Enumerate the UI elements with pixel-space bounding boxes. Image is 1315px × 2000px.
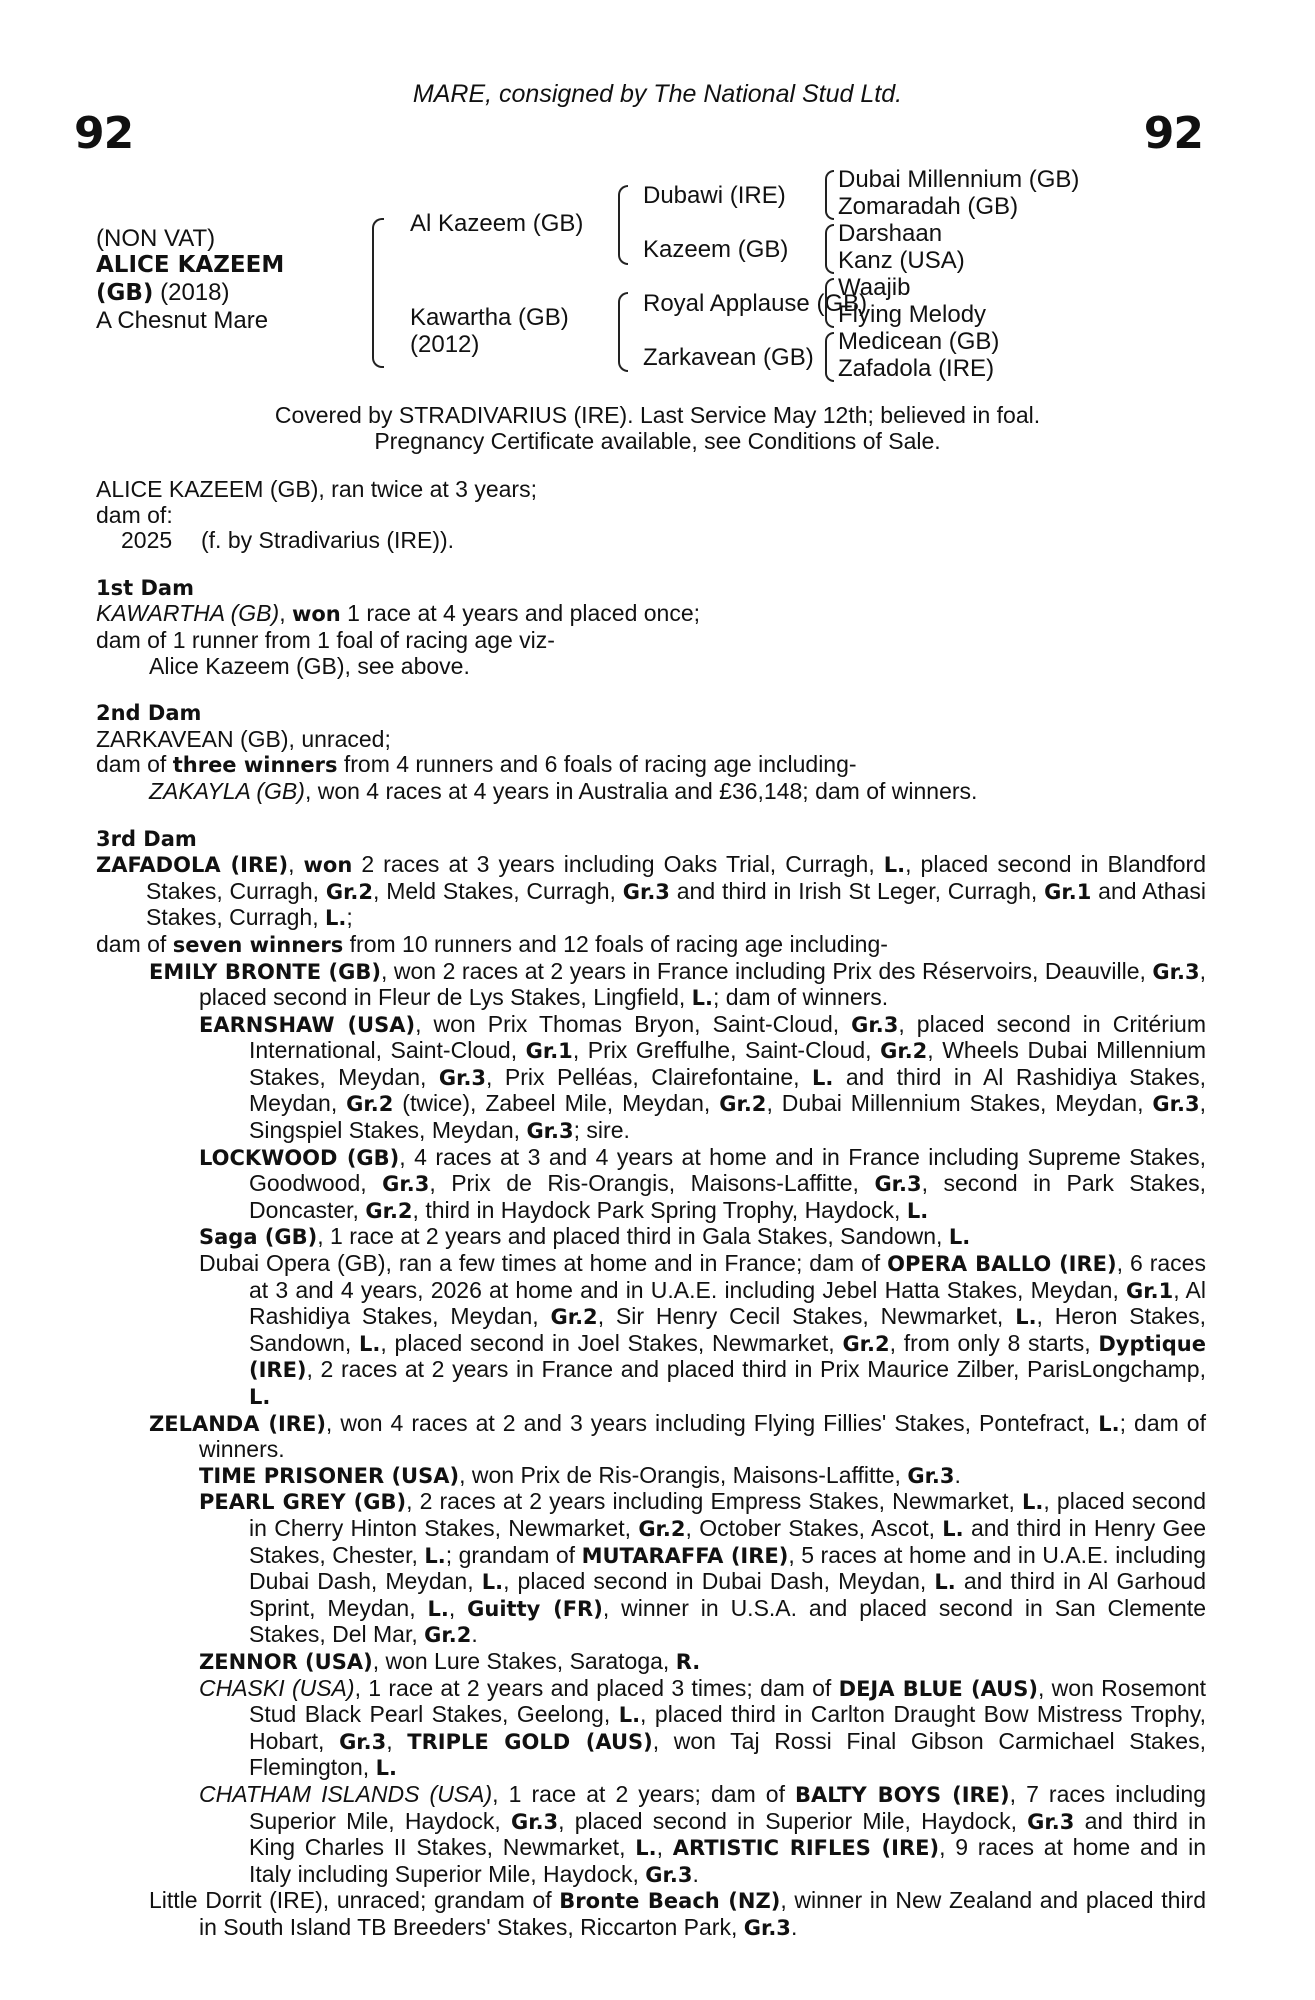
pedigree-entry bbox=[96, 727, 1206, 753]
pedigree-gen3: Medicean (GB) bbox=[838, 328, 1000, 355]
bold-text: L. bbox=[812, 1065, 834, 1090]
text-run: , placed second in Critérium International, Saint-Cloud, bbox=[249, 1010, 1207, 1064]
pedigree-entry bbox=[96, 628, 1206, 654]
text-run: , Prix de Ris-Orangis, Maisons-Laffitte, bbox=[429, 1170, 875, 1197]
bold-text: OPERA BALLO (IRE) bbox=[887, 1252, 1117, 1277]
bold-text: Gr.3 bbox=[874, 1172, 922, 1197]
bold-text: Gr.2 bbox=[325, 879, 374, 904]
bold-text: Gr.2 bbox=[719, 1092, 767, 1117]
text-run: dam of bbox=[96, 751, 173, 778]
pedigree-sire-sire: Dubawi (IRE) bbox=[643, 182, 786, 209]
dam-section bbox=[96, 827, 1206, 1942]
pedigree-brace bbox=[825, 224, 834, 274]
text-run: . bbox=[954, 1461, 961, 1488]
text-run: and third in Irish St Leger, Curragh, bbox=[669, 877, 1045, 904]
produce-item bbox=[96, 528, 1206, 554]
bold-text: Gr.1 bbox=[1126, 1278, 1174, 1303]
horse-description: A Chesnut Mare bbox=[96, 307, 269, 334]
pregnancy-certificate-line: Pregnancy Certificate available, see Conditions of Sale. bbox=[374, 428, 941, 454]
text-run: , Prix Pelléas, Clairefontaine, bbox=[486, 1063, 813, 1090]
text-run: and third in Henry Gee Stakes, Chester, bbox=[249, 1514, 1206, 1568]
dam-sections bbox=[96, 576, 1206, 1942]
horse-country: (GB) bbox=[96, 280, 154, 306]
pedigree-brace bbox=[825, 170, 834, 220]
pedigree-dam-year: (2012) bbox=[410, 331, 480, 358]
text-run: , 9 races at home and in Italy including Superior Mile, Haydock, bbox=[249, 1834, 1206, 1887]
lot-number-right: 92 bbox=[1143, 108, 1203, 159]
text-run: from 10 runners and 12 foals of racing age including- bbox=[343, 930, 888, 957]
bold-text: L. bbox=[359, 1331, 381, 1356]
bold-text: L. bbox=[934, 1570, 956, 1595]
italic-text: CHASKI (USA) bbox=[199, 1674, 355, 1701]
bold-text: PEARL GREY (GB) bbox=[199, 1490, 407, 1515]
bold-text: Gr.1 bbox=[1044, 879, 1092, 904]
pedigree-gen3: Dubai Millennium (GB) bbox=[838, 166, 1080, 193]
bold-text: ZENNOR (USA) bbox=[199, 1649, 373, 1674]
text-run: , placed second in Joel Stakes, Newmarket, bbox=[380, 1329, 843, 1356]
text-run: , Wheels Dubai Millennium Stakes, Meydan, bbox=[249, 1037, 1206, 1090]
text-run: 1 race at 4 years and placed once; bbox=[340, 600, 701, 627]
text-run: , 1 race at 2 years and placed 3 times; dam of bbox=[354, 1674, 839, 1701]
bold-text: L. bbox=[942, 1516, 964, 1541]
text-run: , third in Haydock Park Spring Trophy, Haydock, bbox=[412, 1196, 907, 1223]
bold-text: won bbox=[291, 602, 341, 627]
text-run: , placed second in Superior Mile, Haydock, bbox=[558, 1807, 1028, 1834]
text-run: and third in King Charles II Stakes, Newmarket, bbox=[249, 1807, 1206, 1861]
bold-text: MUTARAFFA (IRE) bbox=[581, 1543, 789, 1568]
text-run: , 2 races at 2 years including Empress Stakes, Newmarket, bbox=[406, 1488, 1023, 1515]
pedigree-gen3: Waajib bbox=[838, 274, 911, 301]
pedigree-entry bbox=[96, 1411, 1206, 1463]
lot-number-left: 92 bbox=[74, 108, 134, 159]
text-run: , won 2 races at 2 years in France including Prix des Réservoirs, Deauville, bbox=[380, 957, 1153, 984]
pedigree-entry bbox=[96, 1649, 1206, 1676]
text-run: , placed third in Carlton Draught Bow Mistress Trophy, Hobart, bbox=[249, 1701, 1206, 1754]
pedigree-gen3: Zafadola (IRE) bbox=[838, 355, 995, 382]
bold-text: Gr.2 bbox=[880, 1039, 928, 1064]
text-run: 2 races at 3 years including Oaks Trial, Curragh, bbox=[352, 851, 884, 878]
bold-text: EARNSHAW (USA) bbox=[199, 1012, 416, 1037]
text-run: , second in Park Stakes, Doncaster, bbox=[249, 1170, 1207, 1223]
bold-text: Gr.2 bbox=[638, 1516, 686, 1541]
pedigree-entry bbox=[96, 779, 1206, 805]
bold-text: Gr.2 bbox=[550, 1305, 598, 1330]
text-run: . bbox=[790, 1913, 798, 1940]
bold-text: Saga (GB) bbox=[199, 1225, 318, 1250]
text-run: and third in Al Garhoud Sprint, Meydan, bbox=[249, 1568, 1206, 1621]
pedigree-dam-sire: Royal Applause (GB) bbox=[643, 290, 868, 317]
section-heading: 3rd Dam bbox=[96, 826, 197, 851]
bold-text: LOCKWOOD (GB) bbox=[199, 1145, 400, 1170]
text-run: , won 4 races at 2 and 3 years including Flying Fillies' Stakes, Pontefract, bbox=[325, 1409, 1099, 1436]
bold-text: L. bbox=[1015, 1305, 1037, 1330]
bold-text: Gr.3 bbox=[382, 1172, 430, 1197]
pedigree-entry bbox=[96, 959, 1206, 1012]
text-run: , placed second in Cherry Hinton Stakes, Newmarket, bbox=[249, 1488, 1207, 1541]
pedigree-entry bbox=[96, 752, 1206, 779]
bold-text: L. bbox=[635, 1836, 657, 1861]
pedigree-table bbox=[0, 166, 1315, 390]
horse-name: ALICE KAZEEM bbox=[96, 252, 285, 278]
bold-text: L. bbox=[249, 1385, 271, 1409]
text-run: and third in Al Rashidiya Stakes, Meydan, bbox=[249, 1063, 1207, 1117]
bold-text: L. bbox=[948, 1225, 971, 1250]
pedigree-entry bbox=[96, 1463, 1206, 1490]
bold-text: Dyptique (IRE) bbox=[249, 1331, 1206, 1383]
text-run: , won Taj Rossi Final Gibson Carmichael Stakes, Flemington, bbox=[249, 1727, 1206, 1781]
text-run: , Dubai Millennium Stakes, Meydan, bbox=[766, 1090, 1153, 1117]
pedigree-entry bbox=[96, 1782, 1206, 1888]
text-run: , Prix Greffulhe, Saint-Cloud, bbox=[572, 1037, 881, 1064]
bold-text: Gr.1 bbox=[525, 1039, 573, 1064]
pedigree-gen3: Zomaradah (GB) bbox=[838, 193, 1019, 220]
produce-detail: (f. by Stradivarius (IRE)). bbox=[201, 527, 455, 554]
pedigree-entry bbox=[96, 1012, 1206, 1145]
pedigree-entry bbox=[96, 852, 1206, 932]
bold-text: L. bbox=[883, 853, 906, 878]
text-run: , Heron Stakes, Sandown, bbox=[249, 1303, 1206, 1356]
text-run: and Athasi Stakes, Curragh, bbox=[146, 877, 1206, 931]
bold-text: Gr.2 bbox=[424, 1623, 472, 1648]
horse-country-year bbox=[96, 279, 284, 307]
pedigree-entry bbox=[96, 1489, 1206, 1649]
bold-text: Gr.3 bbox=[851, 1012, 899, 1037]
bold-text: L. bbox=[1098, 1411, 1120, 1436]
bold-text: L. bbox=[424, 1543, 446, 1568]
text-run: , placed second in Dubai Dash, Meydan, bbox=[503, 1568, 935, 1595]
text-run: , placed second in Blandford Stakes, Curragh, bbox=[146, 851, 1206, 904]
pedigree-sire: Al Kazeem (GB) bbox=[410, 210, 584, 237]
bold-text: L. bbox=[481, 1570, 504, 1595]
covering-line: Covered by STRADIVARIUS (IRE). Last Service May 12th; believed in foal. bbox=[274, 402, 1041, 428]
race-record bbox=[96, 477, 1206, 1941]
bold-text: seven winners bbox=[172, 932, 344, 957]
pedigree-entry bbox=[96, 932, 1206, 959]
bold-text: ARTISTIC RIFLES (IRE) bbox=[672, 1836, 940, 1861]
italic-text: CHATHAM ISLANDS (USA) bbox=[199, 1780, 493, 1807]
text-run: , won Lure Stakes, Saratoga, bbox=[372, 1647, 676, 1674]
bold-text: DEJA BLUE (AUS) bbox=[838, 1676, 1038, 1701]
bold-text: EMILY BRONTE (GB) bbox=[149, 959, 381, 984]
text-run: , bbox=[656, 1834, 673, 1861]
text-run: , won Prix Thomas Bryon, Saint-Cloud, bbox=[415, 1010, 852, 1037]
text-run: , bbox=[448, 1594, 468, 1621]
pedigree-entry bbox=[96, 1224, 1206, 1251]
pedigree-entry bbox=[96, 601, 1206, 628]
covering-note bbox=[0, 402, 1315, 454]
bold-text: Bronte Beach (NZ) bbox=[559, 1889, 781, 1914]
pedigree-brace bbox=[618, 185, 628, 265]
bold-text: TIME PRISONER (USA) bbox=[199, 1463, 460, 1488]
text-run: , Meld Stakes, Curragh, bbox=[373, 877, 623, 904]
text-run: , 6 races at 3 and 4 years, 2026 at home and in U.A.E. including Jebel Hatta Stakes, Meydan, bbox=[249, 1250, 1206, 1303]
text-run: , 5 races at home and in U.A.E. including Dubai Dash, Meydan, bbox=[249, 1541, 1206, 1595]
bold-text: Guitty (FR) bbox=[467, 1596, 603, 1621]
bold-text: Gr.3 bbox=[510, 1809, 559, 1834]
pedigree-brace bbox=[618, 292, 628, 372]
text-run: . bbox=[692, 1860, 699, 1887]
text-run: ; sire. bbox=[573, 1117, 630, 1144]
pedigree-brace bbox=[372, 218, 384, 368]
dam-section bbox=[96, 701, 1206, 804]
italic-text: KAWARTHA (GB) bbox=[96, 600, 280, 627]
section-heading: 2nd Dam bbox=[96, 701, 202, 726]
bold-text: Gr.3 bbox=[743, 1915, 791, 1940]
bold-text: TRIPLE GOLD (AUS) bbox=[407, 1729, 653, 1754]
text-run: (twice), Zabeel Mile, Meydan, bbox=[393, 1090, 720, 1117]
produce-year: 2025 bbox=[121, 527, 173, 554]
pedigree-gen3: Darshaan bbox=[838, 220, 943, 247]
bold-text: Gr.3 bbox=[645, 1862, 693, 1887]
produce-intro: ALICE KAZEEM (GB), ran twice at 3 years; bbox=[96, 476, 537, 502]
text-run: , 1 race at 2 years and placed third in Gala Stakes, Sandown, bbox=[317, 1223, 949, 1250]
text-run: Dubai Opera (GB), ran a few times at home and in France; dam of bbox=[199, 1250, 888, 1277]
bold-text: Gr.3 bbox=[622, 879, 670, 904]
pedigree-gen3: Kanz (USA) bbox=[838, 247, 965, 274]
text-run: , October Stakes, Ascot, bbox=[685, 1514, 943, 1541]
bold-text: L. bbox=[427, 1596, 449, 1621]
bold-text: L. bbox=[324, 906, 347, 931]
text-run: , Sir Henry Cecil Stakes, Newmarket, bbox=[597, 1303, 1016, 1330]
text-run: , placed second in Fleur de Lys Stakes, Lingfield, bbox=[199, 957, 1206, 1011]
text-run: , bbox=[386, 1727, 408, 1754]
bold-text: three winners bbox=[172, 753, 338, 778]
bold-text: Gr.3 bbox=[438, 1065, 487, 1090]
bold-text: ZELANDA (IRE) bbox=[149, 1411, 326, 1436]
text-run: Little Dorrit (IRE), unraced; grandam of bbox=[149, 1887, 560, 1914]
text-run: from 4 runners and 6 foals of racing age including- bbox=[337, 751, 857, 778]
produce-dam-of: dam of: bbox=[96, 501, 173, 528]
bold-text: L. bbox=[1022, 1490, 1044, 1515]
pedigree-brace bbox=[825, 278, 834, 328]
pedigree-sire-dam: Kazeem (GB) bbox=[643, 236, 789, 263]
text-run: ; dam of winners. bbox=[199, 1409, 1206, 1463]
text-run: Alice Kazeem (GB), see above. bbox=[149, 652, 470, 679]
horse-info bbox=[96, 225, 284, 334]
pedigree-entry bbox=[96, 1888, 1206, 1941]
bold-text: Gr.2 bbox=[842, 1331, 890, 1356]
horse-year: (2018) bbox=[153, 279, 230, 306]
bold-text: R. bbox=[675, 1649, 701, 1674]
text-run: dam of 1 runner from 1 foal of racing age viz- bbox=[96, 626, 555, 653]
text-run: , Al Rashidiya Stakes, Meydan, bbox=[249, 1276, 1207, 1330]
text-run: , 2 races at 2 years in France and placed third in Prix Maurice Zilber, ParisLongchamp, bbox=[306, 1356, 1206, 1383]
text-run: ; bbox=[346, 904, 353, 931]
consignor-header: MARE, consigned by The National Stud Ltd. bbox=[412, 80, 903, 108]
bold-text: L. bbox=[691, 986, 714, 1011]
bold-text: L. bbox=[906, 1198, 929, 1223]
text-run: , winner in New Zealand and placed third in South Island TB Breeders' Stakes, Riccarton Park, bbox=[199, 1887, 1207, 1940]
bold-text: Gr.2 bbox=[346, 1092, 394, 1117]
pedigree-dam: Kawartha (GB) bbox=[410, 304, 569, 331]
text-run: ; dam of winners. bbox=[713, 984, 889, 1011]
vat-status: (NON VAT) bbox=[96, 225, 216, 252]
pedigree-entry bbox=[96, 1676, 1206, 1782]
text-run: , 4 races at 3 and 4 years at home and in France including Supreme Stakes, Goodwood, bbox=[249, 1143, 1206, 1197]
section-heading: 1st Dam bbox=[96, 575, 194, 600]
pedigree-entry bbox=[96, 1145, 1206, 1225]
pedigree-entry bbox=[96, 1251, 1206, 1411]
bold-text: Gr.2 bbox=[365, 1198, 413, 1223]
dam-section bbox=[96, 576, 1206, 679]
text-run: , bbox=[288, 851, 304, 878]
text-run: . bbox=[471, 1621, 478, 1648]
bold-text: L. bbox=[375, 1756, 397, 1781]
text-run: ZARKAVEAN (GB), unraced; bbox=[96, 725, 391, 752]
text-run: ; grandam of bbox=[445, 1541, 582, 1568]
pedigree-entry bbox=[96, 654, 1206, 680]
bold-text: BALTY BOYS (IRE) bbox=[795, 1782, 1010, 1807]
italic-text: ZAKAYLA (GB) bbox=[149, 777, 305, 804]
bold-text: Gr.3 bbox=[907, 1463, 955, 1488]
text-run: , from only 8 starts, bbox=[889, 1329, 1099, 1356]
text-run: , 1 race at 2 years; dam of bbox=[492, 1780, 796, 1807]
bold-text: won bbox=[303, 853, 353, 878]
produce-record bbox=[96, 477, 1206, 554]
text-run: , won Prix de Ris-Orangis, Maisons-Laffitte, bbox=[459, 1461, 908, 1488]
text-run: , won 4 races at 4 years in Australia and £36,148; dam of winners. bbox=[304, 777, 978, 804]
bold-text: Gr.3 bbox=[1152, 959, 1200, 984]
text-run: , 7 races including Superior Mile, Haydock, bbox=[249, 1780, 1206, 1834]
text-run: dam of bbox=[96, 930, 173, 957]
pedigree-dam-dam: Zarkavean (GB) bbox=[643, 344, 814, 371]
pedigree-brace bbox=[825, 332, 834, 382]
bold-text: ZAFADOLA (IRE) bbox=[96, 853, 289, 878]
text-run: , winner in U.S.A. and placed second in San Clemente Stakes, Del Mar, bbox=[249, 1594, 1206, 1648]
text-run: , won Rosemont Stud Black Pearl Stakes, Geelong, bbox=[249, 1674, 1206, 1728]
pedigree-gen3: Flying Melody bbox=[838, 301, 987, 328]
bold-text: Gr.3 bbox=[339, 1729, 387, 1754]
bold-text: Gr.3 bbox=[1152, 1092, 1200, 1117]
bold-text: L. bbox=[618, 1703, 641, 1728]
text-run: , Singspiel Stakes, Meydan, bbox=[249, 1090, 1207, 1144]
bold-text: Gr.3 bbox=[1027, 1809, 1075, 1834]
bold-text: Gr.3 bbox=[526, 1119, 574, 1144]
text-run: , bbox=[279, 600, 292, 627]
